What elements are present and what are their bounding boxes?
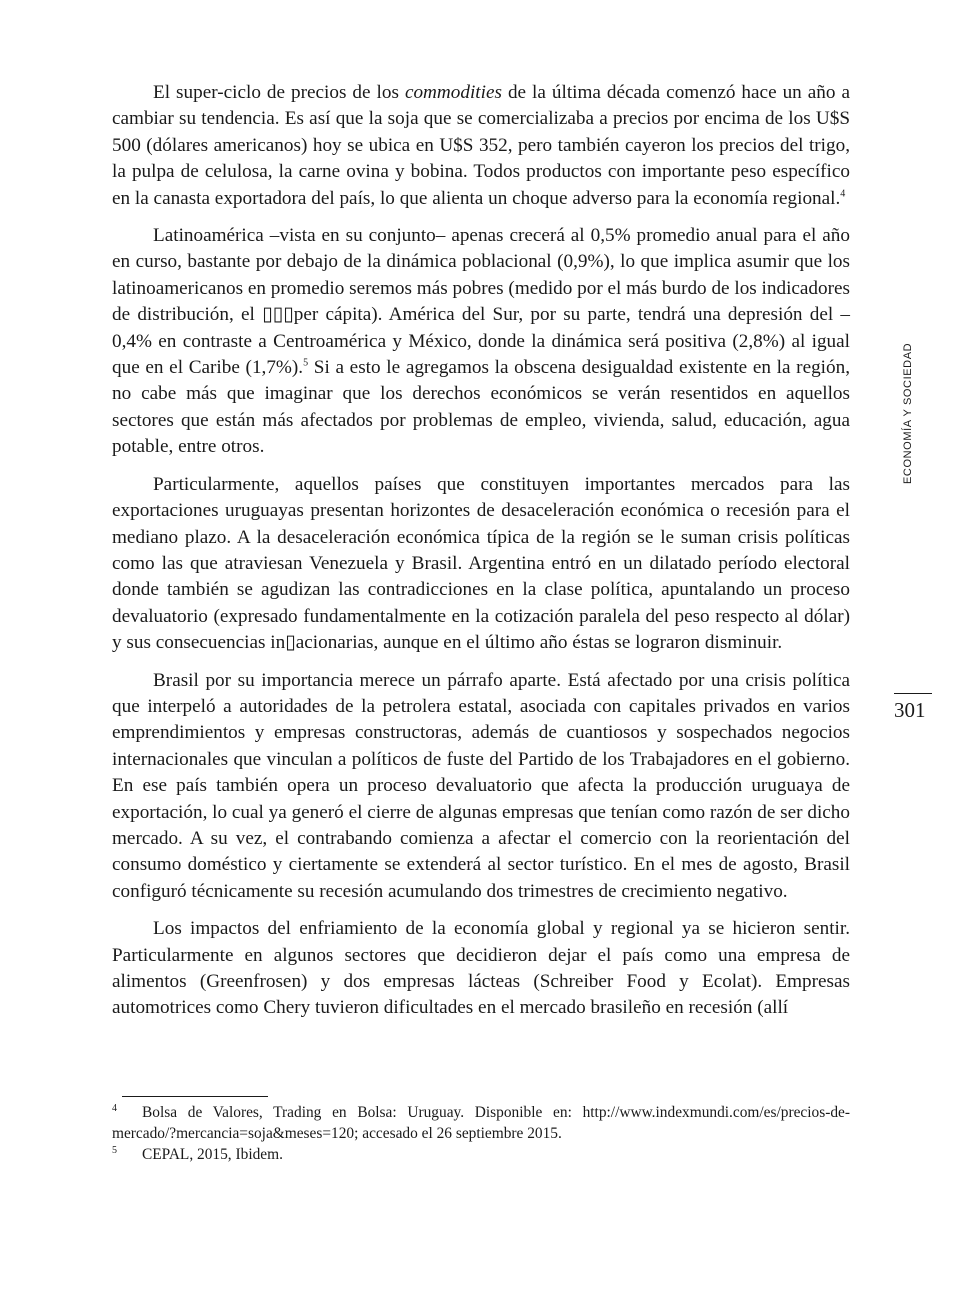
paragraph-1-text-a: El super-ciclo de precios de los [153, 82, 405, 103]
paragraph-5 [112, 916, 850, 1022]
paragraph-4 [112, 668, 850, 906]
paragraph-5-text: Los impactos del enfriamiento de la economía global y regional ya se hicieron sentir. Particularmente en algunos sectores que decidieron dejar el país como una empresa de alimentos (Greenfrosen) y dos empresas lácteas (Schreiber Food y Ecolat). Empresas automotrices como Chery tuvieron dificultades en el mercado brasileño en recesión (allí [112, 918, 850, 1019]
page-number-rule [894, 693, 932, 694]
paragraph-1 [112, 80, 850, 212]
footnote-ref-4[interactable]: 4 [840, 188, 846, 200]
footnote-4-text: Bolsa de Valores, Trading en Bolsa: Uruguay. Disponible en: http://www.indexmundi.com/es/precios-de-mercado/?mercancia=soja&meses=120; accesado el 26 septiembre 2015. [112, 1104, 850, 1142]
footnote-ref-5[interactable]: 5 [303, 357, 309, 369]
paragraph-2 [112, 223, 850, 461]
footnote-separator [122, 1096, 268, 1097]
body-text [112, 80, 850, 1033]
footnote-5: 5 CEPAL, 2015, Ibidem. [112, 1144, 283, 1163]
paragraph-3 [112, 472, 850, 657]
paragraph-2-text-a: Latinoamérica –vista en su conjunto– apenas crecerá al 0,5% promedio anual para el año en curso, bastante por debajo de la dinámica poblacional (0,9%), lo que implica asumir que los latinoamericanos en promedio seremos más pobres (medido por el más burdo de los indicadores de distribución, el ▯▯▯per cápita). América del Sur, por su parte, tendrá una depresión del –0,4% en contraste a Centroamérica y México, donde la dinámica será positiva (2,8%) al igual que en el Caribe (1,7%). [112, 225, 850, 379]
footnotes [112, 1102, 850, 1165]
paragraph-3-text: Particularmente, aquellos países que constituyen importantes mercados para las exportaciones uruguayas presentan horizontes de desaceleración económica o recesión para el mediano plazo. A la desaceleración económica típica de la región se le suman crisis políticas como las que atraviesan Venezuela y Brasil. Argentina entró en un dilatado período electoral donde también se agudizan las contradicciones en la clase política, apuntalando un proceso devaluatorio (expresado fundamentalmente en la cotización paralela del peso respecto al dólar) y sus consecuencias in▯acionarias, aunque en el último año éstas se lograron disminuir. [112, 473, 850, 654]
paragraph-1-text-b: de la última década comenzó hace un año a cambiar su tendencia. Es así que la soja que se comercializaba a precios por encima de los U$S 500 (dólares americanos) hoy se ubica en U$S 352, pero también cayeron los precios del trigo, la pulpa de celulosa, la carne ovina y bobina. Todos productos con importante peso específico en la canasta exportadora del país, lo que alienta un choque adverso para la economía regional. [112, 82, 850, 209]
footnote-5-text: CEPAL, 2015, Ibidem. [142, 1146, 283, 1163]
page-number: 301 [894, 698, 926, 722]
paragraph-2-text-b: Si a esto le agregamos la obscena desigualdad existente en la región, no cabe más que imaginar que los derechos económicos se verán resentidos en aquellos sectores que están más afectados por problemas de empleo, vivienda, salud, educación, agua potable, entre otros. [112, 357, 850, 458]
footnote-4: 4 Bolsa de Valores, Trading en Bolsa: Uruguay. Disponible en: http://www.indexmundi.com/es/precios-de-mercado/?mercancia=soja&meses=120; accesado el 26 septiembre 2015. [112, 1102, 850, 1142]
paragraph-1-italic-term: commodities [404, 82, 502, 103]
paragraph-4-text: Brasil por su importancia merece un párrafo aparte. Está afectado por una crisis política que interpeló a autoridades de la petrolera estatal, asociada con capitales privados en varios emprendimientos y empresas constructoras, además de cuantiosos y sospechados negocios internacionales que vinculan a políticos de fuste del Partido de los Trabajadores en el gobierno. En ese país también opera un proceso devaluatorio que afecta la producción uruguaya de exportación, lo cual ya generó el cierre de algunas empresas que tenían como razón de ser dicho mercado. A su vez, el contrabando comienza a afectar el comercio con la reorientación del consumo doméstico y ciertamente se extenderá al sector turístico. En el mes de agosto, Brasil configuró técnicamente su recesión acumulando dos trimestres de crecimiento negativo. [112, 669, 850, 902]
section-side-label: ECONOMÍA Y SOCIEDAD [902, 342, 914, 484]
